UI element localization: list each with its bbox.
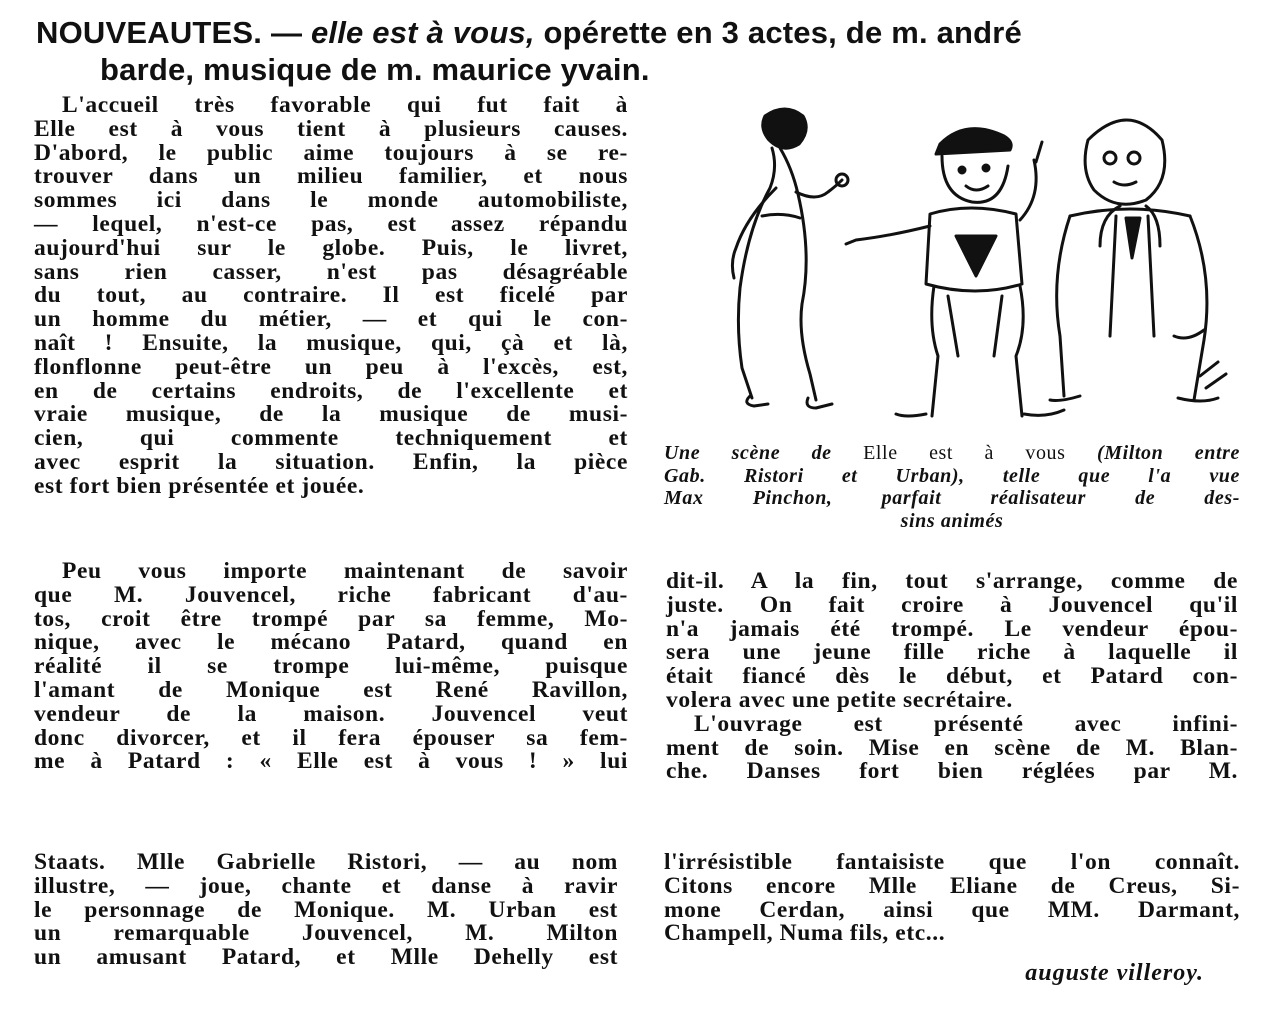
headline [36,14,1241,88]
review-paragraph-1 [34,94,628,499]
text-line: nique, avec le mécano Patard, quand en [34,629,628,656]
play-title: elle est à vous, [310,15,535,50]
text-line: cien, qui commente techniquement et [34,425,628,452]
text-line: Peu vous importe maintenant de savoir [62,558,628,584]
theatre-name: NOUVEAUTES. [36,15,263,50]
headline-rest: opérette en 3 actes, de m. andré [534,15,1023,50]
text-line: avec esprit la situation. Enfin, la pièce [34,448,628,475]
caption-line: sins animés [900,509,1004,532]
text-line: un amusant Patard, et Mlle Dehelly est [34,944,618,971]
text-line: du tout, au contraire. Il est ficelé par [34,282,628,309]
caption-line: Une scène de Elle est à vous (Milton entre [664,442,1240,464]
text-line: me à Patard : « Elle est à vous ! » lui [34,748,628,775]
text-line: que M. Jouvencel, riche fabricant d'au- [34,581,628,608]
text-line: le personnage de Monique. M. Urban est [34,896,618,923]
text-line: un homme du métier, — et qui le con- [34,306,628,333]
text-line: Elle est à vous tient à plusieurs causes. [34,115,628,142]
text-line: l'irrésistible fantaisiste que l'on connaît. [664,849,1240,875]
text-line: trouver dans un milieu familier, et nous [34,163,628,190]
man-in-cap-figure [846,129,1064,416]
text-line: vendeur de la maison. Jouvencel veut [34,700,628,727]
review-paragraph-2 [34,560,628,774]
text-line: vraie musique, de la musique de musi- [34,401,628,428]
text-line: illustre, — joue, chante et danse à ravir [34,872,618,899]
text-line: L'ouvrage est présenté avec infini- [694,710,1238,737]
text-line: Citons encore Mlle Eliane de Creus, Si- [664,872,1240,899]
text-line: flonflonne peut-être un peu à l'excès, est, [34,353,628,380]
text-line: volera avec une petite secrétaire. [666,686,1013,713]
text-line: sommes ici dans le monde automobiliste, [34,187,628,214]
text-line: tos, croit être trompé par sa femme, Mo- [34,605,628,632]
text-line: Champell, Numa fils, etc... [664,920,946,947]
text-line: juste. On fait croire à Jouvencel qu'il [666,591,1238,618]
text-line: sera une jeune fille riche à laquelle il [666,639,1238,666]
illustration-caption [664,442,1240,532]
text-line: un remarquable Jouvencel, M. Milton [34,920,618,947]
text-line: était fiancé dès le début, et Patard con- [666,663,1238,690]
caption-line: Gab. Ristori et Urban), telle que l'a vue [664,464,1240,487]
author-signature: auguste villeroy. [1025,960,1204,986]
text-line: — lequel, n'est-ce pas, est assez répandu [34,210,628,237]
text-line: naît ! Ensuite, la musique, qui, çà et là, [34,329,628,356]
text-line: ment de soin. Mise en scène de M. Blan- [666,734,1238,761]
text-line: sans rien casser, n'est pas désagréable [34,258,628,285]
headline-dash: — [262,15,311,50]
caption-line: Max Pinchon, parfait réalisateur de des- [664,487,1240,509]
review-paragraph-5 [664,851,1240,946]
cartoon-illustration [690,96,1250,426]
text-line: mone Cerdan, ainsi que MM. Darmant, [664,896,1240,923]
text-line: est fort bien présentée et jouée. [34,472,365,499]
review-paragraph-4 [34,851,618,970]
text-line: che. Danses fort bien réglées par M. [666,758,1238,785]
text-line: l'amant de Monique est René Ravillon, [34,676,628,703]
text-line: Staats. Mlle Gabrielle Ristori, — au nom [34,849,618,875]
headline-line-2: barde, musique de m. maurice yvain. [100,52,650,87]
text-line: en de certains endroits, de l'excellente et [34,377,628,404]
text-line: L'accueil très favorable qui fut fait à [62,92,628,118]
bald-man-figure [1050,120,1226,401]
review-paragraph-3 [666,570,1238,784]
text-line: donc divorcer, et il fera épouser sa fem- [34,724,628,751]
text-line: dit-il. A la fin, tout s'arrange, comme de [666,568,1238,594]
woman-figure [732,109,848,408]
text-line: aujourd'hui sur le globe. Puis, le livret, [34,234,628,261]
text-line: n'a jamais été trompé. Le vendeur épou- [666,615,1238,642]
text-line: réalité il se trompe lui-même, puisque [34,653,628,680]
text-line: D'abord, le public aime toujours à se re- [34,139,628,166]
